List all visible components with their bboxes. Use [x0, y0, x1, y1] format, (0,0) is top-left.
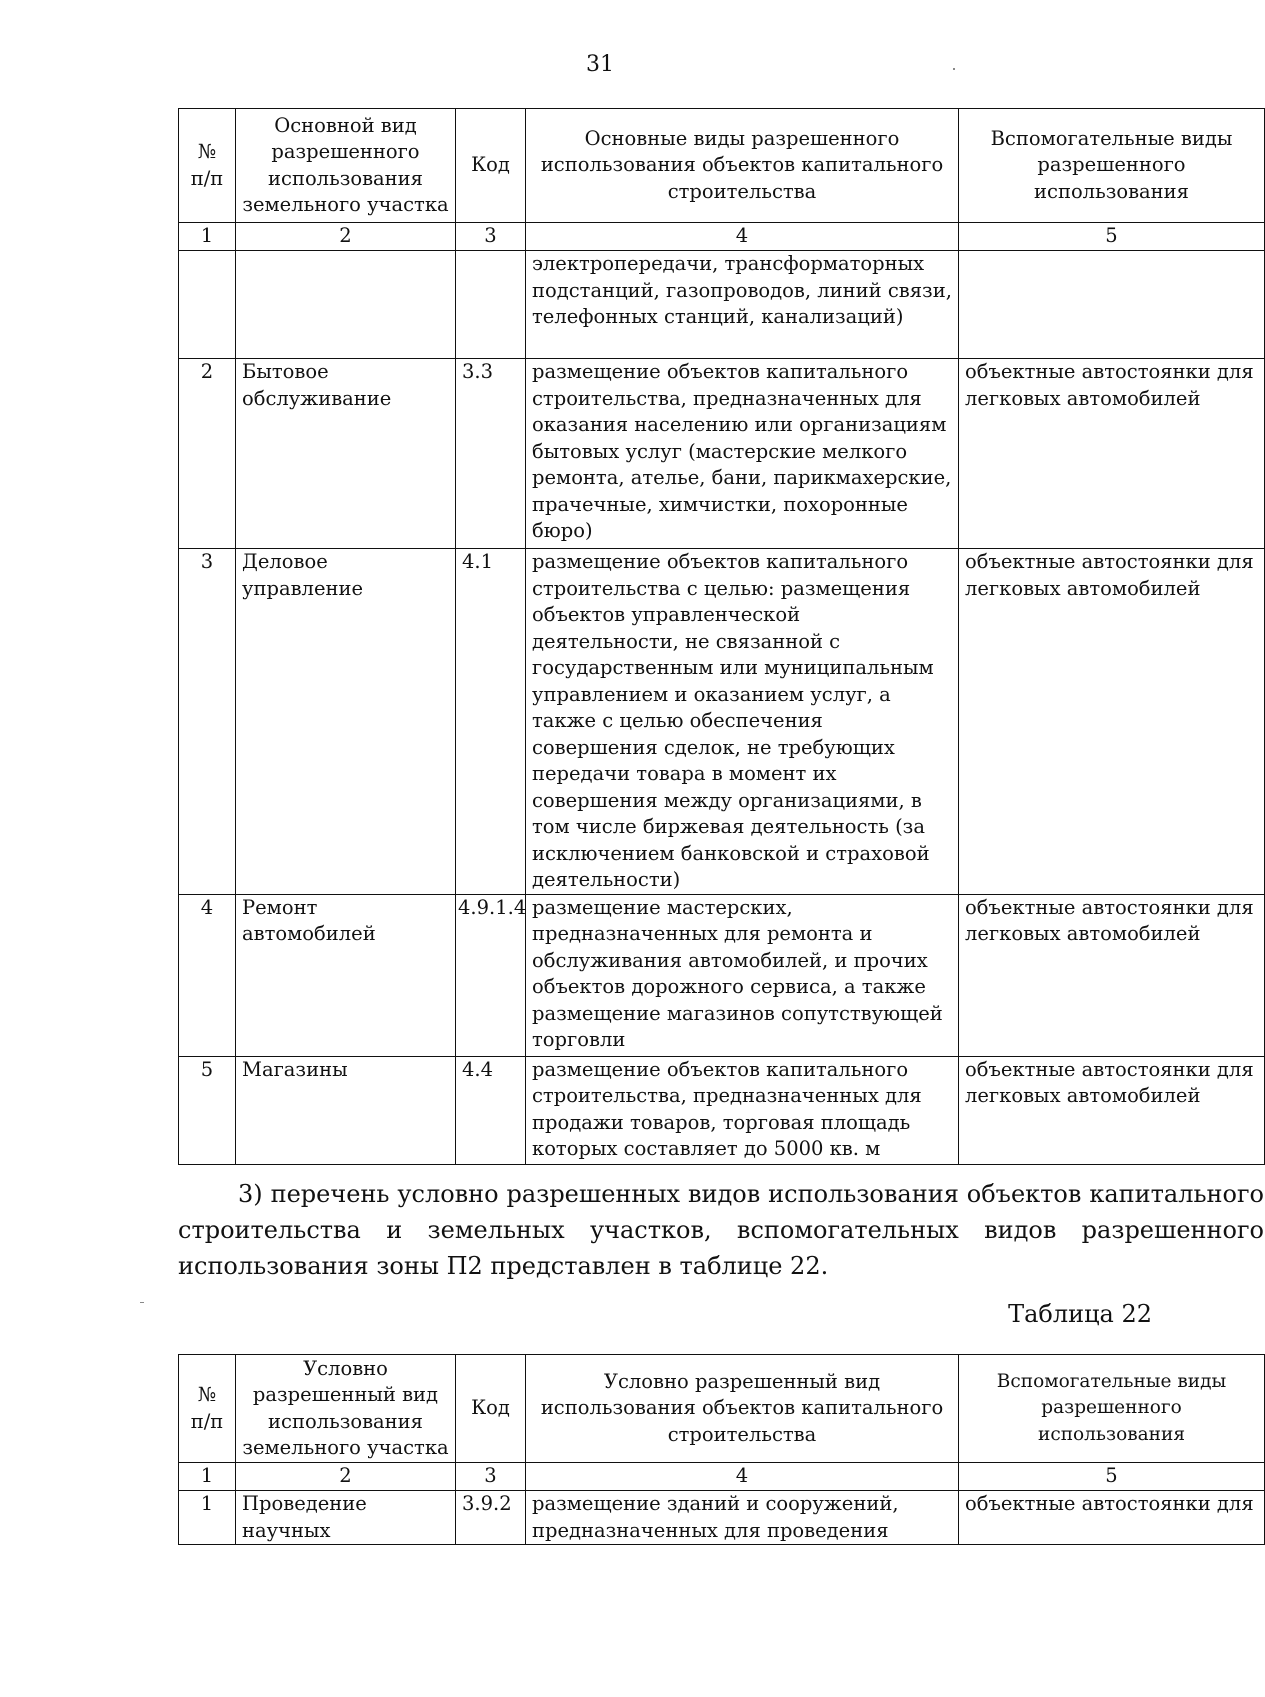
use-code — [456, 251, 526, 359]
col-header-num: № п/п — [179, 109, 236, 223]
use-description: размещение зданий и сооружений, предназначенных для проведения — [526, 1491, 959, 1545]
col-number: 3 — [456, 1463, 526, 1491]
col-number: 2 — [236, 223, 456, 251]
land-use-name: Деловое управление — [236, 549, 456, 895]
land-use-name: Бытовое обслуживание — [236, 359, 456, 549]
body-paragraph — [178, 1176, 1264, 1284]
use-code: 3.9.2 — [456, 1491, 526, 1545]
table-row — [179, 359, 1265, 549]
land-use-name: Магазины — [236, 1056, 456, 1164]
col-header-num: № п/п — [179, 1355, 236, 1463]
column-number-row — [179, 223, 1265, 251]
use-description: размещение мастерских, предназначенных для ремонта и обслуживания автомобилей, и прочих объектов дорожного сервиса, а также размещение магазинов сопутствующей торговли — [526, 894, 959, 1056]
col-number: 4 — [526, 223, 959, 251]
use-description: размещение объектов капитального строительства с целью: размещения объектов управленческой деятельности, не связанной с государственным или муниципальным управлением и оказанием услуг, а также с целью обеспечения совершения сделок, не требующих передачи товара в момент их совершения между организациями, в том числе биржевая деятельность (за исключением банковской и страховой деятельности) — [526, 549, 959, 895]
table-row — [179, 894, 1265, 1056]
col-header-code: Код — [456, 1355, 526, 1463]
row-number: 5 — [179, 1056, 236, 1164]
use-code: 3.3 — [456, 359, 526, 549]
land-use-name — [236, 251, 456, 359]
aux-use: объектные автостоянки для легковых автомобилей — [959, 894, 1265, 1056]
row-number: 4 — [179, 894, 236, 1056]
table-caption: Таблица 22 — [1008, 1300, 1152, 1328]
page-number: 31 — [586, 52, 614, 77]
col-number: 5 — [959, 223, 1265, 251]
scan-speck — [140, 1302, 144, 1303]
aux-use: объектные автостоянки для — [959, 1491, 1265, 1545]
col-number: 1 — [179, 223, 236, 251]
use-code: 4.9.1.4 — [456, 894, 526, 1056]
column-number-row — [179, 1463, 1265, 1491]
col-number: 2 — [236, 1463, 456, 1491]
use-description: электропередачи, трансформаторных подстанций, газопроводов, линий связи, телефонных станций, канализаций) — [526, 251, 959, 359]
row-number: 1 — [179, 1491, 236, 1545]
table-row — [179, 549, 1265, 895]
uses-table-continued — [178, 108, 1265, 1165]
col-header-capital-use: Основные виды разрешенного использования объектов капитального строительства — [526, 109, 959, 223]
land-use-name: Ремонт автомобилей — [236, 894, 456, 1056]
table-row — [179, 1491, 1265, 1545]
row-number: 2 — [179, 359, 236, 549]
col-number: 3 — [456, 223, 526, 251]
col-number: 4 — [526, 1463, 959, 1491]
table-row — [179, 251, 1265, 359]
row-number: 3 — [179, 549, 236, 895]
scan-speck — [953, 68, 955, 70]
col-header-land-use: Условно разрешенный вид использования земельного участка — [236, 1355, 456, 1463]
conditional-uses-table — [178, 1354, 1265, 1545]
aux-use: объектные автостоянки для легковых автомобилей — [959, 549, 1265, 895]
col-header-land-use: Основной вид разрешенного использования земельного участка — [236, 109, 456, 223]
header-row — [179, 109, 1265, 223]
aux-use — [959, 251, 1265, 359]
land-use-name: Проведение научных — [236, 1491, 456, 1545]
row-number — [179, 251, 236, 359]
aux-use: объектные автостоянки для легковых автомобилей — [959, 359, 1265, 549]
col-header-code: Код — [456, 109, 526, 223]
col-header-aux-use: Вспомогательные виды разрешенного использования — [959, 1355, 1265, 1463]
table-row — [179, 1056, 1265, 1164]
col-number: 5 — [959, 1463, 1265, 1491]
col-number: 1 — [179, 1463, 236, 1491]
use-code: 4.1 — [456, 549, 526, 895]
use-description: размещение объектов капитального строительства, предназначенных для продажи товаров, торговая площадь которых составляет до 5000 кв. м — [526, 1056, 959, 1164]
aux-use: объектные автостоянки для легковых автомобилей — [959, 1056, 1265, 1164]
use-description: размещение объектов капитального строительства, предназначенных для оказания населению или организациям бытовых услуг (мастерские мелкого ремонта, ателье, бани, парикмахерские, прачечные, химчистки, похоронные бюро) — [526, 359, 959, 549]
header-row — [179, 1355, 1265, 1463]
use-code: 4.4 — [456, 1056, 526, 1164]
col-header-aux-use: Вспомогательные виды разрешенного использования — [959, 109, 1265, 223]
paragraph-text: 3) перечень условно разрешенных видов использования объектов капитального строительства и земельных участков, вспомогательных видов разрешенного использования зоны П2 представлен в таблице 22. — [178, 1180, 1264, 1280]
col-header-capital-use: Условно разрешенный вид использования объектов капитального строительства — [526, 1355, 959, 1463]
